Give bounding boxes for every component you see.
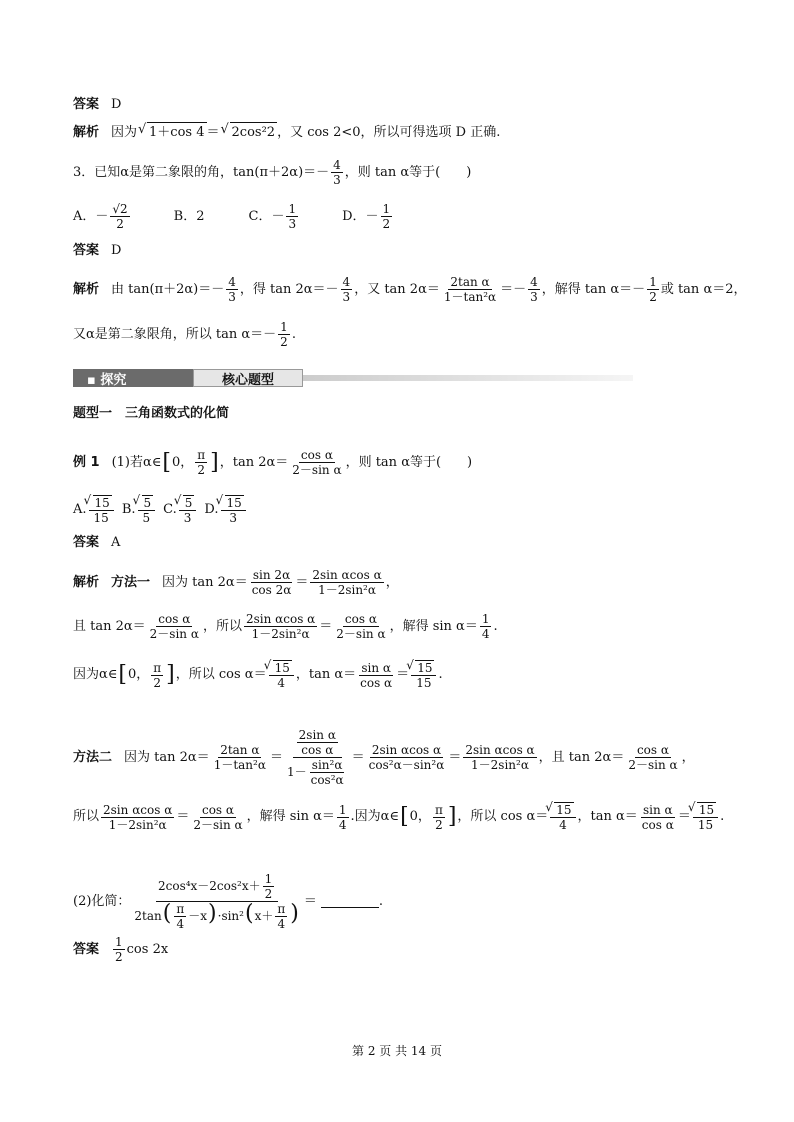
- option-d: D．－: [342, 208, 379, 224]
- radical: √ 1＋cos 4: [147, 122, 206, 143]
- text: ，解得 tan α＝－: [541, 281, 646, 297]
- fraction: $\frac{1}{3}$: [288, 202, 297, 231]
- explanation-line: 解析 方法一 因为 tan 2α＝ $\frac{\sin 2\alpha}{\cos 2\alpha}$ ＝ $\frac{\text{2sin αcos α}}{\text{1－2sin²α}}$ ，: [73, 568, 399, 597]
- text: (1)若α∈: [111, 454, 162, 470]
- option-a: A．－: [73, 208, 109, 224]
- fraction: √ $\frac{15}{15}$: [411, 660, 436, 690]
- text: ，解得 sin α＝: [246, 809, 335, 824]
- text: ＝: [269, 749, 283, 765]
- fraction: √ $\frac{15}{15}$: [89, 495, 114, 525]
- method-two-line: 方法二 因为 tan 2α＝ $\frac{\text{2tan α}}{\text{1－tan²α}}$ ＝ $\frac{\text{2sin α}}{\text{cos α}}$ 1－ $\frac{\text{sin²α}}{\text{cos²α}}$ ＝ $\frac{\text{2sin αcos α}}{\text{cos²α－sin²α}}$ ＝ $\frac{\text{2sin αcos α}}{\text{1－2sin²α}}$ ，且 tan 2α＝ $\frac{\text{cos α}}{\text{2－sin α}}$ ，: [73, 728, 695, 787]
- fraction: √ $\frac{15}{15}$: [693, 802, 718, 832]
- fraction: $\frac{\pi}{2}$: [434, 802, 443, 832]
- explanation-continued: 且 tan 2α＝ $\frac{\text{cos α}}{\text{2－sin α}}$ ，所以 $\frac{\text{2sin αcos α}}{\text{1－2sin²α}}$ ＝ $\frac{\text{cos α}}{\text{2－sin α}}$ ，解得 sin α＝ $\frac{1}{4}$ .: [73, 612, 498, 641]
- fraction: √ $\frac{15}{4}$: [550, 802, 575, 832]
- fraction: $\frac{4}{3}$: [342, 275, 351, 304]
- fraction: $\frac{1}{2}$: [115, 935, 123, 964]
- text: ，则 tan α等于( ): [344, 164, 472, 180]
- question-3: [73, 158, 471, 187]
- fraction: $\frac{\pi}{2}$: [153, 660, 162, 690]
- text: ＝－: [500, 281, 527, 297]
- answer-label: 答案: [73, 243, 100, 258]
- fraction: $\frac{\text{cos α}}{\text{2－sin α}}$: [193, 802, 243, 832]
- fraction: $\frac{\text{sin α}}{\text{cos α}}$: [360, 660, 393, 690]
- text: ，所以 cos α＝: [175, 667, 267, 682]
- text: .因为α∈: [350, 809, 400, 824]
- bracket: [: [118, 662, 127, 687]
- text: ，则 tan α等于( ): [345, 454, 473, 470]
- fraction: √ $\frac{15}{3}$: [221, 495, 246, 525]
- fraction: $\frac{\text{sin α}}{\text{cos α}}$: [641, 802, 674, 832]
- text: .: [493, 618, 498, 634]
- section-banner: [73, 369, 633, 387]
- explanation-label: 解析: [73, 124, 100, 140]
- fraction: $\frac{\text{cos α}}{\text{2－sin α}}$: [292, 448, 342, 477]
- compound-fraction: $\frac{\text{2sin α}}{\text{cos α}}$ 1－ $\frac{\text{sin²α}}{\text{cos²α}}$: [286, 728, 344, 787]
- fraction: $\frac{√2}{2}$: [112, 202, 128, 231]
- option-d: D.: [204, 502, 219, 517]
- radical: √ 2cos²2: [230, 122, 278, 143]
- text: 3．已知α是第二象限的角，tan(π＋2α)＝－: [73, 164, 330, 180]
- text: ，又 tan 2α＝: [354, 281, 440, 297]
- explanation-label: 解析: [73, 281, 100, 297]
- banner-title: 核心题型: [193, 369, 303, 387]
- text: 0，: [128, 667, 150, 682]
- text: ，所以 cos α＝: [457, 809, 549, 824]
- text: .: [291, 326, 296, 342]
- text: (2)化简：: [73, 893, 131, 909]
- fraction: $\frac{\text{2tan α}}{\text{1－tan²α}}$: [213, 743, 266, 772]
- fraction: $\frac{\text{cos α}}{\text{2－sin α}}$: [628, 743, 678, 772]
- text: ，解得 sin α＝: [389, 618, 478, 634]
- text: ，tan 2α＝: [219, 454, 289, 470]
- method-label: 方法二: [73, 749, 113, 765]
- answer-label: 答案: [73, 97, 100, 112]
- explanation-continued: [73, 660, 443, 690]
- fraction: $\frac{\text{2sin αcos α}}{\text{1－2sin²α}}$: [245, 612, 316, 641]
- fraction: $\frac{\text{2sin αcos α}}{\text{1－2sin²α}}$: [312, 568, 382, 597]
- fraction: $\frac{1}{4}$: [338, 802, 347, 832]
- fraction: $\frac{\text{cos α}}{\text{2－sin α}}$: [336, 612, 386, 641]
- text: ，tan α＝: [577, 809, 638, 824]
- fraction: √ $\frac{15}{4}$: [269, 660, 294, 690]
- large-fraction: 2cos⁴x－2cos²x＋ $\frac{1}{2}$ 2tan( $\frac{\pi}{4}$ －x)·sin²(x＋ $\frac{\pi}{4}$ ): [134, 872, 299, 931]
- answer-value: D: [111, 243, 122, 258]
- fraction: $\frac{\text{2sin αcos α}}{\text{cos²α－sin²α}}$: [368, 743, 445, 772]
- text: ，又 cos 2<0，所以可得选项 D 正确.: [277, 124, 501, 140]
- text: ＝: [396, 667, 410, 682]
- option-c: C．－: [248, 208, 285, 224]
- option-c: C.: [163, 502, 177, 517]
- example-label: 例 1: [73, 454, 100, 470]
- explanation-continued: 所以 $\frac{\text{2sin αcos α}}{\text{1－2sin²α}}$ ＝ $\frac{\text{cos α}}{\text{2－sin α}}$ ，解得 sin α＝ $\frac{1}{4}$ .因为α∈ [ 0， $\frac{\pi}{2}$ ] ，所以 cos α＝ √ $\frac{15}{4}$ ，tan α＝ $\frac{\text{sin α}}{\text{cos α}}$ ＝ √ $\frac{15}{15}$ .: [73, 802, 724, 832]
- fraction: $\frac{\text{cos α}}{\text{2－sin α}}$: [149, 612, 199, 641]
- text: 因为: [111, 124, 138, 140]
- text: ，所以: [202, 618, 242, 634]
- example-1-options: [73, 495, 248, 525]
- answer-label: 答案: [73, 535, 100, 550]
- question-2: [73, 872, 383, 931]
- section-heading: 题型一 三角函数式的化简: [73, 406, 230, 421]
- explanation-continued: [73, 320, 296, 349]
- answer-line: [73, 533, 120, 553]
- fraction: $\frac{\text{2sin αcos α}}{\text{1－2sin²α}}$: [465, 743, 535, 772]
- fraction: $\frac{4}{3}$: [228, 275, 236, 304]
- option-b: B.: [121, 502, 136, 517]
- bracket: ]: [166, 662, 175, 687]
- text: .: [438, 667, 443, 682]
- example-1: [73, 448, 472, 477]
- bracket: ]: [210, 449, 219, 475]
- bracket: [: [162, 449, 171, 475]
- explanation-line: [73, 122, 500, 143]
- fraction: √ $\frac{5}{3}$: [179, 495, 197, 525]
- fraction: $\frac{\text{2sin αcos α}}{\text{1－2sin²α}}$: [103, 802, 173, 832]
- fraction: $\frac{1}{2}$: [649, 275, 657, 304]
- fraction: $\frac{\sin 2\alpha}{\cos 2\alpha}$: [251, 568, 292, 597]
- text: 0，: [172, 454, 194, 470]
- question-3-options: [73, 202, 394, 231]
- fraction: $\frac{1}{2}$: [280, 320, 288, 349]
- text: ，: [385, 574, 399, 590]
- method-label: 方法一: [111, 574, 151, 590]
- explanation-label: 解析: [73, 574, 100, 590]
- fraction: √ $\frac{5}{5}$: [138, 495, 156, 525]
- text: .: [378, 893, 383, 909]
- banner-rule: [303, 375, 633, 381]
- answer-value: D: [111, 97, 122, 112]
- fraction: $\frac{4}{3}$: [530, 275, 538, 304]
- text: ＝: [351, 749, 365, 765]
- page-footer: 第 2 页 共 14 页: [352, 1044, 442, 1058]
- answer-line: [73, 935, 168, 964]
- text: 由 tan(π＋2α)＝－: [111, 281, 225, 297]
- text: ＝: [206, 124, 220, 140]
- text: 且 tan 2α＝: [73, 618, 146, 634]
- text: ＝: [677, 809, 691, 824]
- fraction: $\frac{1}{4}$: [481, 612, 490, 641]
- fraction: $\frac{1}{2}$: [382, 202, 391, 231]
- answer-value: cos 2x: [126, 941, 169, 957]
- fraction: $\frac{4}{3}$: [333, 158, 341, 187]
- text: 因为α∈: [73, 667, 118, 682]
- text: ，得 tan 2α＝－: [239, 281, 339, 297]
- text: 又α是第二象限角，所以 tan α＝－: [73, 326, 277, 342]
- text: 因为 tan 2α＝: [162, 574, 248, 590]
- text: ，且 tan 2α＝: [538, 749, 625, 765]
- option-a: A.: [73, 502, 87, 517]
- text: 0，: [409, 809, 431, 824]
- answer-value: A: [111, 535, 121, 550]
- answer-blank: [321, 895, 379, 908]
- text: 所以: [73, 809, 100, 824]
- fraction: $\frac{\text{2tan α}}{\text{1－tan²α}}$: [443, 275, 497, 304]
- banner-left: ▪ 探究: [73, 369, 193, 387]
- bracket: [: [400, 804, 409, 829]
- text: ，tan α＝: [295, 667, 357, 682]
- answer-label: 答案: [73, 941, 100, 957]
- option-b: B．2: [173, 208, 205, 224]
- text: .: [720, 809, 725, 824]
- answer-line: [73, 95, 121, 115]
- bracket: ]: [447, 804, 457, 829]
- explanation-line: [73, 275, 747, 304]
- text: 或 tan α＝2，: [660, 281, 747, 297]
- text: 因为 tan 2α＝: [124, 749, 210, 765]
- fraction: $\frac{\pi}{2}$: [197, 448, 206, 477]
- text: ＝: [303, 893, 317, 909]
- answer-line: [73, 241, 121, 261]
